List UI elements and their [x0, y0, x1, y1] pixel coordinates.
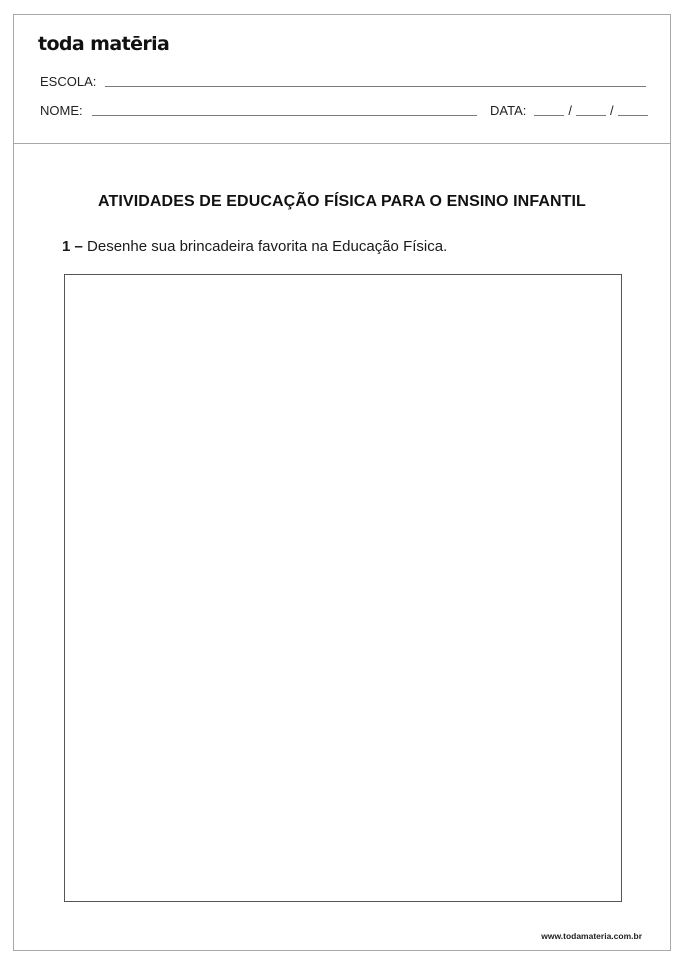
- worksheet-page: [13, 14, 671, 951]
- footer-url: www.todamateria.com.br: [541, 931, 642, 941]
- worksheet-title: ATIVIDADES DE EDUCAÇÃO FÍSICA PARA O ENSINO INFANTIL: [98, 193, 586, 210]
- brand-logo: toda matēria: [38, 33, 170, 55]
- question-item: [62, 238, 447, 255]
- school-field: [40, 74, 646, 89]
- school-input-line[interactable]: [105, 74, 646, 87]
- date-day-line[interactable]: [534, 103, 564, 116]
- date-separator: /: [609, 103, 614, 118]
- question-text: Desenhe sua brincadeira favorita na Educação Física.: [87, 238, 448, 255]
- worksheet-header: [14, 15, 670, 144]
- date-label: DATA:: [490, 103, 527, 118]
- name-input-line[interactable]: [92, 103, 477, 116]
- question-number: 1 –: [62, 238, 83, 255]
- school-label: ESCOLA:: [40, 74, 97, 89]
- name-label: NOME:: [40, 103, 83, 118]
- date-year-line[interactable]: [618, 103, 648, 116]
- date-field: [490, 103, 648, 118]
- drawing-area[interactable]: [64, 274, 622, 902]
- date-separator: /: [568, 103, 572, 118]
- name-field: [40, 103, 477, 118]
- date-month-line[interactable]: [576, 103, 606, 116]
